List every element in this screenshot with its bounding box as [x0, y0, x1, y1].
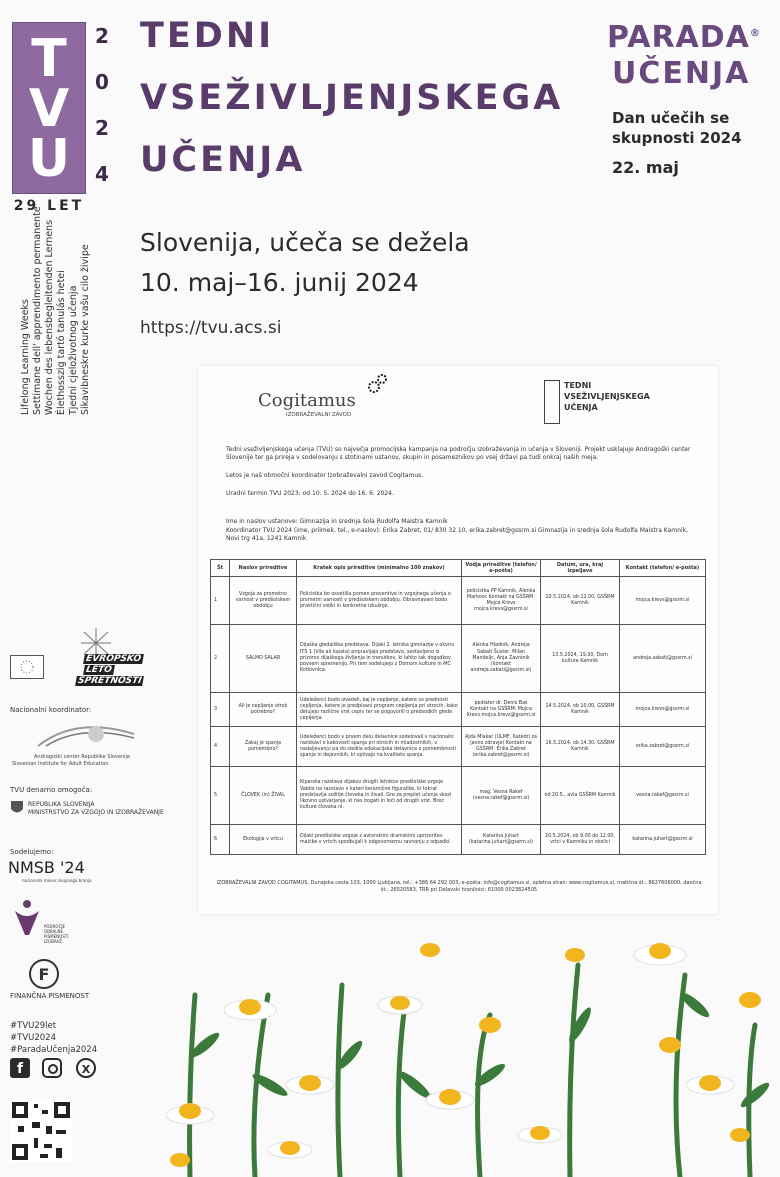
cofunded-label: TVU denarno omogoča: — [10, 786, 93, 794]
leto-label: LETO — [85, 665, 113, 675]
event-document — [198, 366, 718, 914]
nmsb-logo: NMSB '24 — [8, 858, 85, 877]
cell-description: Policistka bo osvetlila pomen preventive in vzgojnega učenja o prometni varnosti v predšolskem obdobju. Obravnavani bodo praktični vidiki in konkretne izkušnje. — [297, 577, 462, 625]
parada-desc-line: skupnosti 2024 — [612, 129, 742, 147]
hashtag: #TVU29let — [10, 1021, 57, 1031]
cell-contact: andreja.sabati@gssrm.si — [620, 625, 706, 693]
subtitle: Slovenija, učeča se dežela — [140, 228, 470, 257]
table-row — [211, 825, 706, 855]
registered-mark: ® — [749, 28, 761, 39]
tvu-logo — [12, 22, 86, 194]
cell-date: 10.5.2024, ob 12.00, GSŠRM Kamnik — [541, 577, 620, 625]
dates: 10. maj–16. junij 2024 — [140, 268, 419, 297]
cell-contact: mojca.krevs@gssrm.si — [620, 577, 706, 625]
qr-code-icon[interactable] — [10, 1100, 72, 1162]
events-table — [210, 559, 706, 855]
table-row — [211, 727, 706, 767]
spodbujanje-line: PISMENOSTI — [44, 934, 69, 939]
gears-icon — [366, 372, 390, 396]
cell-title: SALMO SALAR — [230, 625, 297, 693]
tvu-years: 29 LET — [13, 198, 85, 214]
column-header: Datum, ura, kraj izpeljave — [541, 560, 620, 577]
language-item: Élethosszig tartó tanulás hetei — [56, 270, 67, 415]
doc-tvu-title — [564, 380, 650, 413]
parada-logo-line2: UČENJA — [612, 56, 751, 91]
cell-lead: policistka PP Kamnik, Alenka Markovc Kontakt na GSŠRM: Mojca Krevs mojca.krevs@gssrm.si — [462, 577, 541, 625]
doc-term: Uradni termin TVU 2023: od 10. 5. 2024 do 16. 6. 2024. — [226, 490, 394, 497]
evropsko-leto-logo — [66, 628, 156, 688]
website-link[interactable]: https://tvu.acs.si — [140, 318, 282, 338]
cell-number: 3 — [211, 693, 230, 727]
year-digit: 4 — [95, 162, 109, 186]
cell-description: Udeleženci bodo v prvem delu delavnice sodelovali v nacionalni raziskavi o kakovosti spanja pri otrocih in mladostnikih, v nadaljevanju pa do sledila edukacijska delavnica o pomembnosti spanja in dejavnikih, ki vplivajo na kvaliteto spanja. — [297, 727, 462, 767]
acs-name-en: Slovenian Institute for Adult Education — [12, 761, 109, 767]
doc-footer: IZOBRAŽEVALNI ZAVOD COGITAMUS, Dunajska cesta 103, 1000 Ljubljana, tel.: +386 64 292 003, e-pošta: info@cogitamus.si, spletna stran: www.cogitamus.si, matična št.: 8627606000, davčna št.: 26520583, TRR pri Delavski hranilnici: 61000 0023824505 — [216, 880, 702, 893]
cell-description: Kiparska razstava dijakov drugih letnikov predšolske vzgoje Vabilo na razstavo v kateri keramične figuralike, ki tokrat predstavlja sožitje človeka in živali. Gre za preplet učenja skozi likovno ustvarjanje, ki nas bogati in loči od drugih vrst. Brez kulture človeka ni. — [297, 767, 462, 825]
cell-title: Zakaj je spanje pomembno? — [230, 727, 297, 767]
parada-date: 22. maj — [612, 158, 679, 177]
cell-date: 16.5.2024, ob 14.30, GSŠRM Kamnik — [541, 727, 620, 767]
svg-text:F: F — [38, 965, 50, 984]
cell-description: Udeleženci bodo izvedeli, kaj je cepljenje, katere so prednosti cepljenja, katere je predpisani program cepljenja pri otrocih, kako delujejo različne vrst cepiv ter se pogovorili o predsodkih glede cepljenja. — [297, 693, 462, 727]
column-header: Naslov prireditve — [230, 560, 297, 577]
hashtag: #TVU2024 — [10, 1033, 56, 1043]
cell-date: 13.5.2024, 19.30, Dom kulture Kamnik — [541, 625, 620, 693]
cell-contact: mojca.krevs@gssrm.si — [620, 693, 706, 727]
x-icon[interactable]: X — [76, 1058, 96, 1078]
cell-description: Dijaki predšolske vzgoje z avtorskimi dramskimi uprizoritev malčke v vrtcih spodbujali k odgovornemu ravnanju z odpadki. — [297, 825, 462, 855]
parada-description — [612, 108, 742, 148]
doc-coordinator: Letos je naš območni koordinator Izobraževalni zavod Cogitamus. — [226, 472, 424, 479]
cell-number: 2 — [211, 625, 230, 693]
cell-title: Vzgoja za prometno varnost v predšolskem obdobju — [230, 577, 297, 625]
cell-number: 5 — [211, 767, 230, 825]
cell-number: 4 — [211, 727, 230, 767]
year-digit: 0 — [95, 70, 109, 94]
cooperating-label: Sodelujemo: — [10, 848, 54, 856]
doc-contact: Koordinator TVU 2024 (ime, priimek, tel., e-naslov): Erika Zabret, 01/ 830 32 10, erika.zabret@gssrm.si Gimnazija in srednja šola Rudolfa Maistra Kamnik, Novi trg 41a, 1241 Kamnik — [226, 527, 688, 542]
spodbujanje-line: IZOBRAŽ. — [44, 939, 64, 944]
title-line: UČENJA — [140, 140, 306, 180]
evropsko-label: EVROPSKO — [85, 654, 142, 664]
table-row — [211, 625, 706, 693]
language-item: Settimane dell' apprendimento permanente — [32, 206, 43, 415]
doc-tvu-line: UČENJA — [564, 403, 598, 412]
cell-lead: pediater dr. Denis Baš Kontakt na GSŠRM: Mojca Krevs mojca.krevs@gssrm.si — [462, 693, 541, 727]
language-list — [20, 206, 100, 415]
acs-logo-icon — [36, 716, 136, 752]
tvu-letter: T — [31, 29, 67, 89]
financna-logo-icon — [28, 958, 60, 990]
language-item: Tjedni cjeloživotnog učenja — [68, 285, 79, 415]
daisy-flowers-decoration — [150, 935, 780, 1177]
title-line: TEDNI — [140, 16, 275, 56]
cell-contact: katarina.juhart@gssrm.si — [620, 825, 706, 855]
language-item: Lifelong Learning Weeks — [20, 299, 31, 415]
nmsb-subtitle: nacionalni mesec skupnega branja — [22, 878, 92, 883]
parada-logo — [607, 20, 761, 55]
ministry-line: MINISTRSTVO ZA VZGOJO IN IZOBRAŽEVANJE — [28, 809, 164, 816]
hashtags — [10, 1020, 97, 1056]
ministry-line: REPUBLIKA SLOVENIJA — [28, 801, 95, 808]
column-header: Kratek opis prireditve (minimalno 100 znakov) — [297, 560, 462, 577]
title-line: VSEŽIVLJENJSKEGA — [140, 78, 564, 118]
cogitamus-logo: Cogitamus — [258, 390, 356, 411]
parada-desc-line: Dan učečih se — [612, 109, 730, 127]
cell-title: ČLOVEK (in) ŽIVAL — [230, 767, 297, 825]
year-digit: 2 — [95, 24, 109, 48]
language-item: Sikavibneskre kurke vašu cilo živipe — [80, 244, 91, 415]
cell-description: Dijaška gledališka predstava. Dijaki 2. letnika gimnazije v okviru ITS 1 (Vile ali lopata) pripravljajo predstavo, sestavljeno iz prizorov dijaškega življenja in trenutkov, ki lahko tak dogodkov povsem spremenijo. Pri tem sodelujejo z Domom kulture in MC Kotlovnica. — [297, 625, 462, 693]
tvu-letter: V — [28, 79, 70, 139]
instagram-icon[interactable] — [42, 1058, 62, 1078]
doc-institution: Ime in naslov ustanove: Gimnazija in srednja šola Rudolfa Maistra Kamnik — [226, 518, 448, 525]
spretnosti-label: SPRETNOSTI — [77, 676, 143, 686]
column-header: Kontakt (telefon/ e-pošta) — [620, 560, 706, 577]
table-row — [211, 577, 706, 625]
doc-intro: Tedni vseživljenjskega učenja (TVU) so največja promocijska kampanja na področju izobraževanja in učenja v Sloveniji. Projekt usklajuje Andragoški center Slovenije ter ga prireja v sodelovanju s stotinami ustanov, skupin in posameznikov po vsej državi pa tudi onkraj naših meja. — [226, 446, 691, 461]
table-row — [211, 767, 706, 825]
cell-contact: erika.zabret@gssrm.si — [620, 727, 706, 767]
ministry-name — [28, 801, 164, 817]
cell-number: 1 — [211, 577, 230, 625]
cell-date: od 20.5., avla GSŠRM Kamnik — [541, 767, 620, 825]
column-header: Št — [211, 560, 230, 577]
doc-tvu-logo — [544, 380, 560, 424]
doc-tvu-line: TEDNI — [564, 381, 592, 390]
cell-contact: vesna.rakef@gssrm.si — [620, 767, 706, 825]
slovenia-crest-icon — [10, 800, 24, 816]
tvu-letter: U — [27, 129, 71, 189]
cell-date: 20.5.2024, ob 9.00 do 12.00, vrtci v Kamniku in okolici — [541, 825, 620, 855]
financna-label: FINANČNA PISMENOST — [10, 992, 90, 1000]
coordinator-label: Nacionalni koordinator: — [10, 706, 92, 714]
spodbujanje-line: PODROČJE — [44, 924, 66, 929]
cell-title: Ekologija v vrtcu — [230, 825, 297, 855]
cogitamus-subtitle: IZOBRAŽEVALNI ZAVOD — [286, 412, 352, 418]
cell-lead: mag. Vesna Rakef (vesna.rakef@gssrm.si) — [462, 767, 541, 825]
person-logo-icon — [12, 897, 42, 937]
parada-word: PARADA — [607, 20, 750, 55]
doc-tvu-line: VSEŽIVLJENJSKEGA — [564, 392, 650, 401]
table-row — [211, 693, 706, 727]
year-digit: 2 — [95, 116, 109, 140]
column-header: Vodja prireditve (telefon/ e-pošta) — [462, 560, 541, 577]
facebook-icon[interactable]: f — [10, 1058, 30, 1078]
acs-name: Andragoški center Republike Slovenije — [34, 754, 130, 760]
cell-date: 14.5.2024, ob 10.00, GSŠRM Kamnik — [541, 693, 620, 727]
spodbujanje-text — [44, 924, 68, 944]
eu-flag-icon — [10, 655, 44, 679]
cell-number: 6 — [211, 825, 230, 855]
tvu-year — [90, 22, 114, 192]
language-item: Wochen des lebensbegleitenden Lernens — [44, 219, 55, 415]
spodbujanje-line: OBRALNE — [44, 929, 63, 934]
hashtag: #ParadaUčenja2024 — [10, 1045, 98, 1055]
cell-lead: Katarina Juhart (katarina.juhart@gssrm.si) — [462, 825, 541, 855]
cell-title: Ali je cepljenje otrok potrebno? — [230, 693, 297, 727]
cell-lead: Ajda Mlakar (ULMF, Katedri za javno zdravje) Kontakt na GSŠRM: Erika Zabret (erika.zabret@gssrm.si) — [462, 727, 541, 767]
cell-lead: Alenka Hladnik, Andreja Sabati Šuster, Milan Mandeljc, Anja Završnik (kontakt andreja.sabati@gssrm.si) — [462, 625, 541, 693]
table-header-row — [211, 560, 706, 577]
